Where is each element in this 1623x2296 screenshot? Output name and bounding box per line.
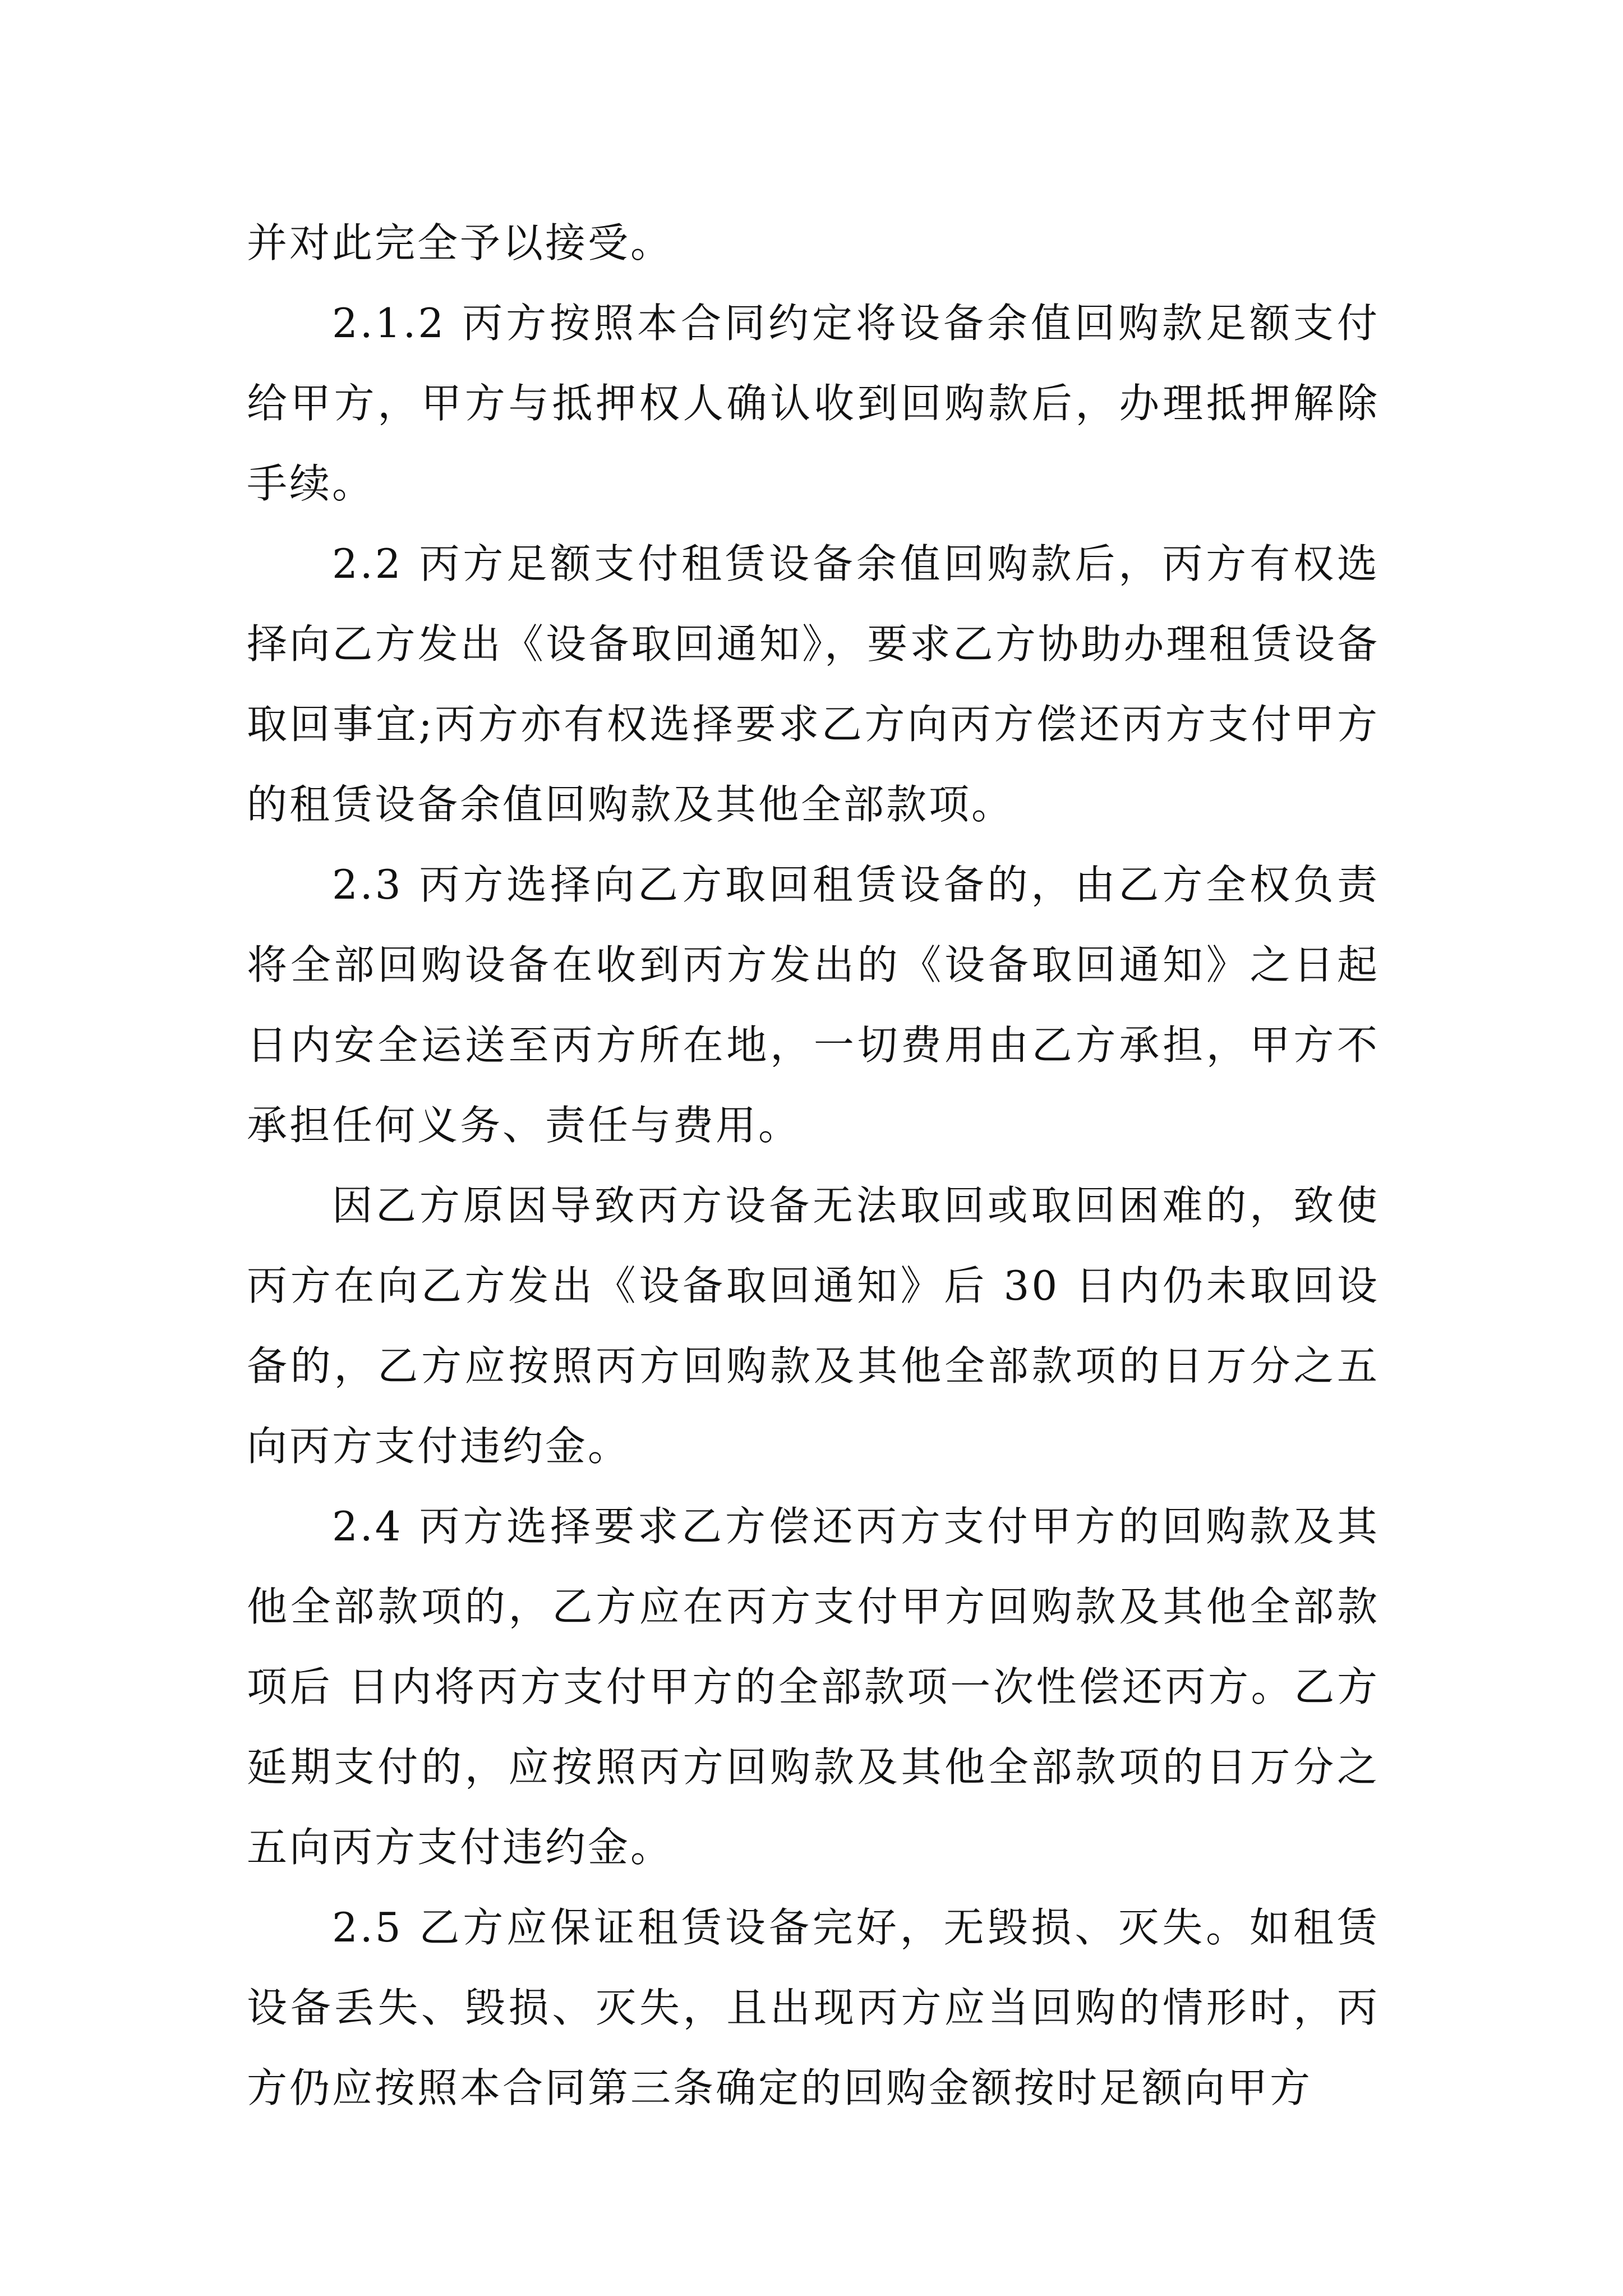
paragraph-continuation: 并对此完全予以接受。 <box>247 219 674 266</box>
paragraph-2-5: 2.5 乙方应保证租赁设备完好，无毁损、灭失。如租赁设备丢失、毁损、灭失，且出现丙方应当回购的情形时，丙方仍应按照本合同第三条确定的回购金额按时足额向甲方 <box>247 1904 1380 2111</box>
paragraph-2-1-2: 2.1.2 丙方按照本合同约定将设备余值回购款足额支付给甲方，甲方与抵押权人确认收到回购款后，办理抵押解除手续。 <box>247 300 1380 507</box>
paragraph-2-3-penalty: 因乙方原因导致丙方设备无法取回或取回困难的，致使丙方在向乙方发出《设备取回通知》后 30 日内仍未取回设备的，乙方应按照丙方回购款及其他全部款项的日万分之五向丙方支付违约金。 <box>247 1182 1380 1470</box>
paragraph-2-4: 2.4 丙方选择要求乙方偿还丙方支付甲方的回购款及其他全部款项的，乙方应在丙方支付甲方回购款及其他全部款项后 日内将丙方支付甲方的全部款项一次性偿还丙方。乙方延期支付的，应按照丙方回购款及其他全部款项的日万分之五向丙方支付违约金。 <box>247 1503 1380 1871</box>
document-body <box>247 203 1380 2128</box>
paragraph-2-2: 2.2 丙方足额支付租赁设备余值回购款后，丙方有权选择向乙方发出《设备取回通知》，要求乙方协助办理租赁设备取回事宜;丙方亦有权选择要求乙方向丙方偿还丙方支付甲方的租赁设备余值回购款及其他全部款项。 <box>247 540 1380 828</box>
paragraph-2-3: 2.3 丙方选择向乙方取回租赁设备的，由乙方全权负责将全部回购设备在收到丙方发出的《设备取回通知》之日起日内安全运送至丙方所在地，一切费用由乙方承担，甲方不承担任何义务、责任与费用。 <box>247 861 1380 1149</box>
